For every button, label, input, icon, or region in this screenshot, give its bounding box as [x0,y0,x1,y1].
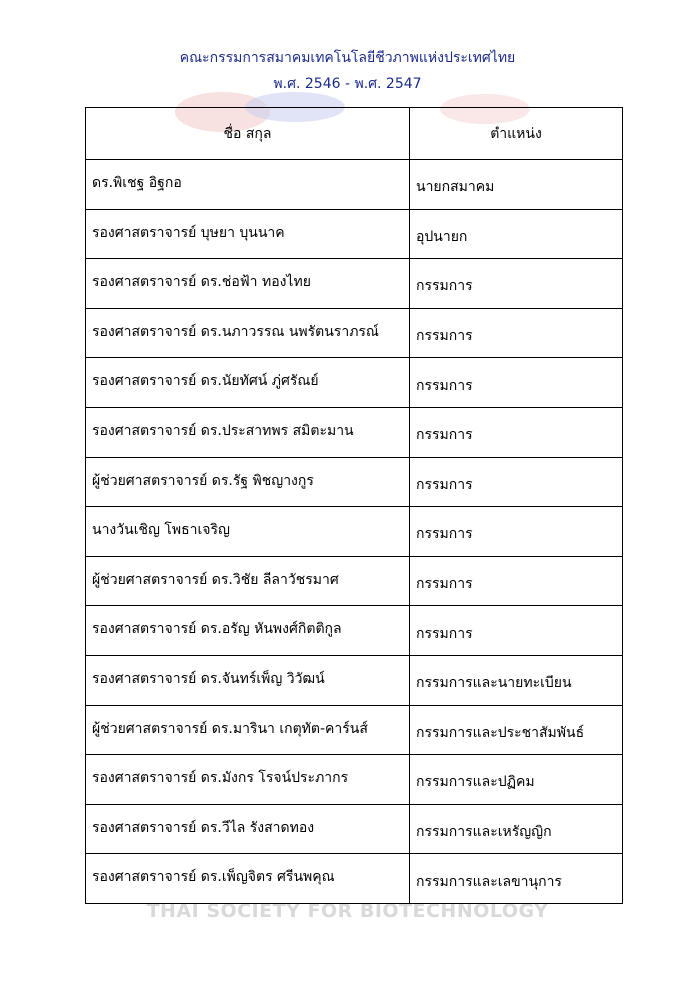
column-header-position: ตำแหน่ง [410,108,623,160]
document-period: พ.ศ. 2546 - พ.ศ. 2547 [273,76,422,92]
table-row [86,358,623,408]
member-name: รองศาสตราจารย์ ดร.ประสาทพร สมิตะมาน [86,407,410,457]
member-position: กรรมการและประชาสัมพันธ์ [410,705,623,755]
member-position: กรรมการ [410,457,623,507]
table-row [86,705,623,755]
table-header-row [86,108,623,160]
table-row [86,854,623,904]
society-watermark: THAI SOCIETY FOR BIOTECHNOLOGY [146,900,549,922]
member-position: กรรมการและปฏิคม [410,755,623,805]
member-position: อุปนายก [410,209,623,259]
member-name: รองศาสตราจารย์ ดร.จันทร์เพ็ญ วิวัฒน์ [86,655,410,705]
member-position: กรรมการ [410,407,623,457]
member-name: รองศาสตราจารย์ ดร.วีไล รังสาดทอง [86,804,410,854]
member-name: รองศาสตราจารย์ ดร.เพ็ญจิตร ศรีนพคุณ [86,854,410,904]
committee-table [85,107,623,904]
member-position: นายกสมาคม [410,160,623,210]
member-position: กรรมการและเลขานุการ [410,854,623,904]
member-position: กรรมการ [410,308,623,358]
table-row [86,407,623,457]
table-row [86,606,623,656]
table-row [86,160,623,210]
table-row [86,507,623,557]
table-row [86,457,623,507]
table-row [86,209,623,259]
member-name: รองศาสตราจารย์ ดร.มังกร โรจน์ประภากร [86,755,410,805]
table-row [86,259,623,309]
table-row [86,308,623,358]
member-name: ดร.พิเชฐ อิฐกอ [86,160,410,210]
member-position: กรรมการ [410,259,623,309]
table-row [86,556,623,606]
member-name: รองศาสตราจารย์ ดร.นัยทัศน์ ภู่ศรัณย์ [86,358,410,408]
member-position: กรรมการและนายทะเบียน [410,655,623,705]
member-name: นางวันเชิญ โพธาเจริญ [86,507,410,557]
member-position: กรรมการและเหรัญญิก [410,804,623,854]
member-name: รองศาสตราจารย์ ดร.นภาวรรณ นพรัตนราภรณ์ [86,308,410,358]
member-name: ผู้ช่วยศาสตราจารย์ ดร.มารินา เกตุทัต-คาร์นส์ [86,705,410,755]
column-header-name: ชื่อ สกุล [86,108,410,160]
member-name: รองศาสตราจารย์ ดร.ช่อฟ้า ทองไทย [86,259,410,309]
member-position: กรรมการ [410,556,623,606]
member-name: รองศาสตราจารย์ บุษยา บุนนาค [86,209,410,259]
member-name: ผู้ช่วยศาสตราจารย์ ดร.วิชัย ลีลาวัชรมาศ [86,556,410,606]
member-position: กรรมการ [410,606,623,656]
member-position: กรรมการ [410,507,623,557]
document-title: คณะกรรมการสมาคมเทคโนโลยีชีวภาพแห่งประเทศไทย [179,50,516,66]
member-name: ผู้ช่วยศาสตราจารย์ ดร.รัฐ พิชญางกูร [86,457,410,507]
member-name: รองศาสตราจารย์ ดร.อรัญ หันพงศ์กิตติกูล [86,606,410,656]
member-position: กรรมการ [410,358,623,408]
table-row [86,804,623,854]
table-row [86,755,623,805]
table-row [86,655,623,705]
